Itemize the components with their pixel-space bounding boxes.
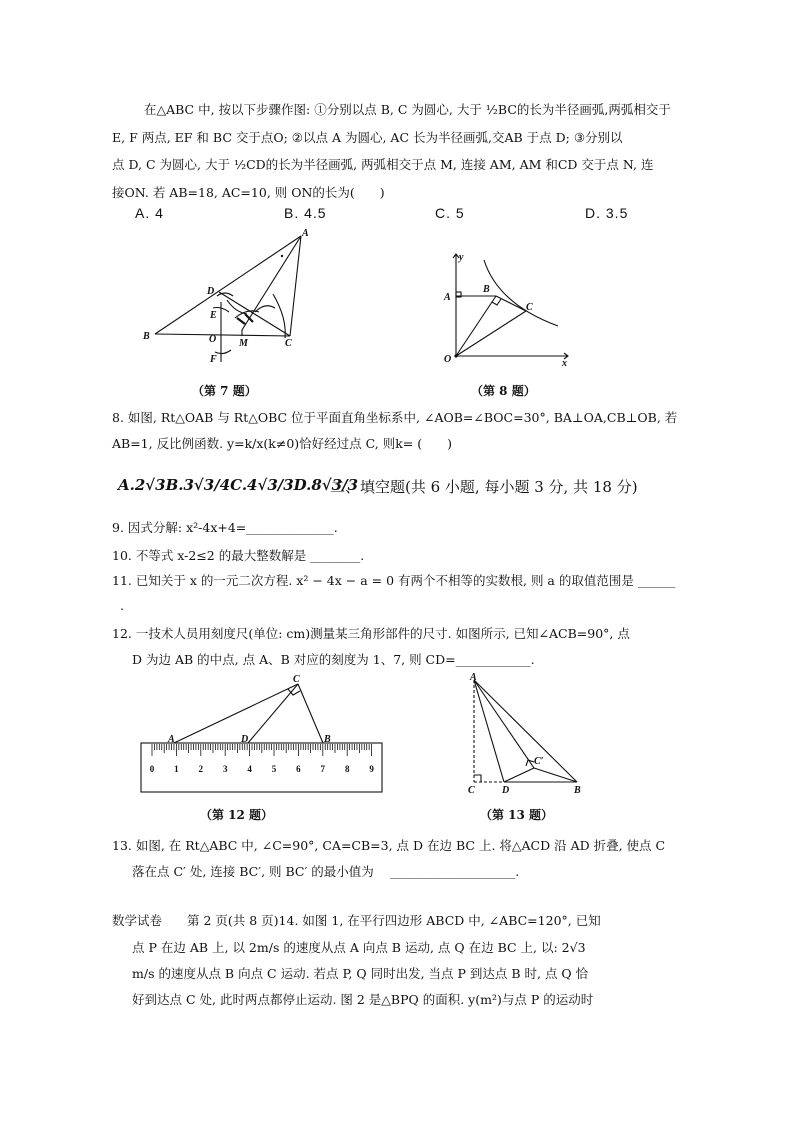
fig7-label-e: E xyxy=(210,310,217,321)
q14-line-3: m/s 的速度从点 B 向点 C 运动. 若点 P, Q 同时出发, 当点 P 到达点 B 时, 点 Q 恰 xyxy=(132,966,589,981)
segment-ba xyxy=(155,236,301,334)
fig8-label-a: A xyxy=(444,292,451,303)
fig8-label-o: O xyxy=(444,354,452,365)
ruler-tick-label: 7 xyxy=(320,764,326,774)
segment-ob xyxy=(456,296,496,356)
fig12-caption: （第 12 题） xyxy=(200,808,274,822)
fig7-label-b: B xyxy=(143,331,150,342)
segment-ac-prime xyxy=(474,680,534,768)
fig8-label-y: y xyxy=(459,252,464,263)
q7-line-1: 在△ABC 中, 按以下步骤作图: ①分别以点 B, C 为圆心, 大于 ½BC的长为半径画弧,两弧相交于 xyxy=(144,102,671,117)
fig7-label-c: C xyxy=(285,338,292,349)
fig7-label-d: D xyxy=(207,286,215,297)
fig7-label-o: O xyxy=(209,334,217,345)
ruler-tick-label: 6 xyxy=(296,764,301,774)
fig7-label-a: A xyxy=(302,228,309,239)
segment-bc xyxy=(496,296,526,311)
ruler-tick-label: 2 xyxy=(198,764,204,774)
q7-option-d: D. 3.5 xyxy=(585,205,629,221)
q7-line-3: 点 D, C 为圆心, 大于 ½CD的长为半径画弧, 两弧相交于点 M, 连接 AM, AM 和CD 交于点 N, 连 xyxy=(112,157,654,172)
fig12-label-d: D xyxy=(241,734,249,745)
fig12-label-c: C xyxy=(293,674,300,685)
q10: 10. 不等式 x-2≤2 的最大整数解是 ________. xyxy=(112,548,365,563)
segment-oc xyxy=(456,311,526,356)
ruler-tick-label: 1 xyxy=(174,764,179,774)
q9: 9. 因式分解: x²-4x+4=______________. xyxy=(112,520,338,535)
section-2-title: 二、填空题(共 6 小题, 每小题 3 分, 共 18 分) xyxy=(330,478,638,496)
fig12-label-b: B xyxy=(324,734,331,745)
segment-dc xyxy=(219,292,290,336)
segment-ac xyxy=(174,684,298,743)
fig13-label-b: B xyxy=(574,785,581,796)
segment-cb xyxy=(298,684,323,743)
q11-line-1: 11. 已知关于 x 的一元二次方程. x² − 4x − a = 0 有两个不相等的实数根, 则 a 的取值范围是 ______ xyxy=(112,573,676,588)
hyperbola-curve xyxy=(484,260,558,326)
q7-line-2: E, F 两点, EF 和 BC 交于点O; ②以点 A 为圆心, AC 长为半径画弧,交AB 于点 D; ③分别以 xyxy=(112,130,623,145)
fig13-label-a: A xyxy=(470,672,477,683)
fig7-label-m: M xyxy=(239,338,248,349)
fig13-label-c-prime: C′ xyxy=(534,756,544,767)
figure-7 xyxy=(135,222,320,372)
fig7-label-f: F xyxy=(210,354,217,365)
fig8-label-c: C xyxy=(526,302,533,313)
q14-line-2: 点 P 在边 AB 上, 以 2m/s 的速度从点 A 向点 B 运动, 点 Q 在边 BC 上, 以: 2√3 xyxy=(132,940,586,955)
ruler-tick-label: 5 xyxy=(271,764,277,774)
fig8-label-b: B xyxy=(483,284,490,295)
q8-options: A.2√3B.3√3/4C.4√3/3D.8√3/3 xyxy=(118,476,359,494)
ruler-tick-label: 8 xyxy=(344,764,350,774)
q7-line-4: 接ON. 若 AB=18, AC=10, 则 ON的长为( ) xyxy=(112,185,385,200)
q14-line-4: 好到达点 C 处, 此时两点都停止运动. 图 2 是△BPQ 的面积. y(m²)与点 P 的运动时 xyxy=(132,992,594,1007)
fig8-label-x: x xyxy=(562,358,567,369)
fig13-caption: （第 13 题） xyxy=(480,808,554,822)
q13-line-2: 落在点 C′ 处, 连接 BC′, 则 BC′ 的最小值为 ____________________. xyxy=(132,864,520,879)
figure-12 xyxy=(138,672,388,800)
figure-8 xyxy=(436,248,576,370)
fig13-label-d: D xyxy=(502,785,510,796)
ruler-tick-label: 3 xyxy=(222,764,228,774)
q11-line-2: . xyxy=(120,598,124,613)
q13-line-1: 13. 如图, 在 Rt△ABC 中, ∠C=90°, CA=CB=3, 点 D 在边 BC 上. 将△ACD 沿 AD 折叠, 使点 C xyxy=(112,838,666,853)
fig7-caption: （第 7 题） xyxy=(192,384,257,398)
q14-line-1: 数学试卷 第 2 页(共 8 页)14. 如图 1, 在平行四边形 ABCD 中, ∠ABC=120°, 已知 xyxy=(112,913,601,928)
segment-dc-prime xyxy=(504,768,534,782)
figure-13 xyxy=(462,672,592,800)
fig8-caption: （第 8 题） xyxy=(471,384,536,398)
fig12-label-a: A xyxy=(168,734,175,745)
q7-option-b: B. 4.5 xyxy=(284,205,327,221)
q12-line-1: 12. 一技术人员用刻度尺(单位: cm)测量某三角形部件的尺寸. 如图所示, 已知∠ACB=90°, 点 xyxy=(112,626,630,641)
q12-line-2: D 为边 AB 的中点, 点 A、B 对应的刻度为 1、7, 则 CD=____________. xyxy=(132,652,535,667)
fig13-label-c: C xyxy=(468,785,475,796)
ruler-ticks xyxy=(152,744,372,756)
q7-option-a: A. 4 xyxy=(135,205,164,221)
q8-line-1: 8. 如图, Rt△OAB 与 Rt△OBC 位于平面直角坐标系中, ∠AOB=∠BOC=30°, BA⊥OA,CB⊥OB, 若 xyxy=(112,410,678,425)
ruler-tick-label: 0 xyxy=(149,764,155,774)
q8-line-2: AB=1, 反比例函数. y=k/x(k≠0)恰好经过点 C, 则k= ( ) xyxy=(112,436,452,451)
segment-bc xyxy=(155,334,290,336)
ruler-tick-label: 9 xyxy=(369,764,374,774)
q7-option-c: C. 5 xyxy=(435,205,465,221)
ruler-tick-label: 4 xyxy=(247,764,252,774)
